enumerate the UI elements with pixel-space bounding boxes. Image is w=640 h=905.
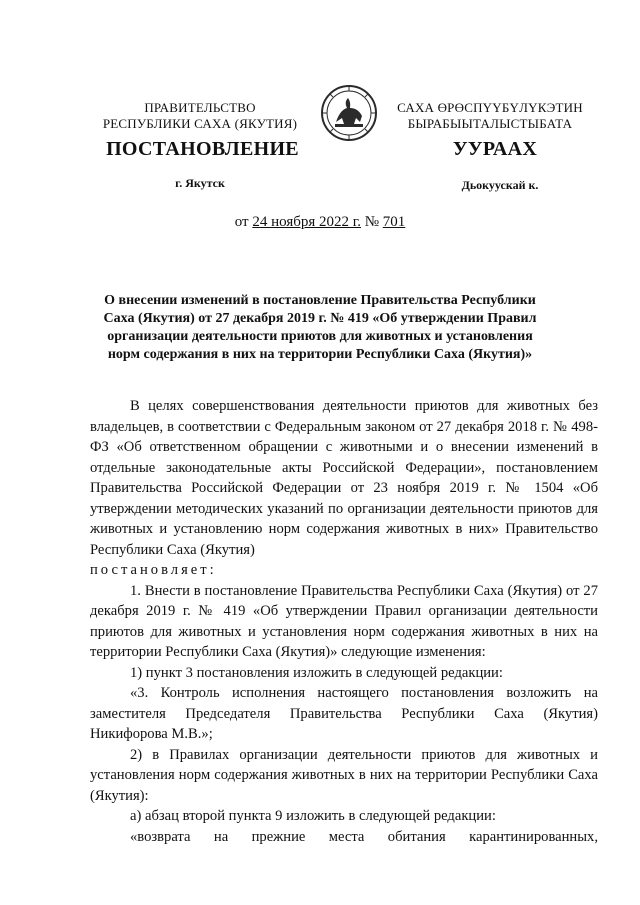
paragraph-subitem-1: 1) пункт 3 постановления изложить в следующей редакции: xyxy=(130,664,503,681)
paragraph-quote-return: «возврата на прежние места обитания карантинированных, xyxy=(130,828,598,845)
issuer-ru xyxy=(85,100,315,132)
doc-type-ru: ПОСТАНОВЛЕНИЕ xyxy=(106,138,299,160)
dateline xyxy=(120,214,520,231)
paragraph-decree-word: постановляет: xyxy=(90,562,217,578)
paragraph-preamble: В целях совершенствования деятельности приютов для животных без владельцев, в соответствии с Федеральным законом от 27 декабря 2018 г. № 498-ФЗ «Об ответственном обращении с животными и о внесении изменений в отдельные законодательные акты Российской Федерации», постановлением Правительства Российской Федерации от 23 ноября 2019 г. № 1504 «Об утверждении методических указаний по организации деятельности приютов для животных и установлению норм содержания животных в них» Правительство Республики Саха (Якутия) xyxy=(90,398,598,558)
coat-of-arms-icon xyxy=(320,84,378,142)
number-sign: № xyxy=(360,214,383,230)
paragraph-item-1: 1. Внести в постановление Правительства Республики Саха (Якутия) от 27 декабря 2019 г. № 419 «Об утверждении Правил организации деятельности приютов для животных и установления норм содержания животных в них на территории Республики Саха (Якутия)» следующие изменения: xyxy=(90,582,598,660)
decree-date: 24 ноября 2022 г. xyxy=(252,214,361,230)
issuer-sah-line1: САХА ӨРӨСПҮҮБҮЛҮКЭТИН xyxy=(397,100,583,115)
city-ru: г. Якутск xyxy=(175,176,225,190)
city-sah: Дьокуускай к. xyxy=(461,178,539,192)
issuer-sah xyxy=(380,100,600,132)
issuer-sah-line2: БЫРАБЫЫТАЛЫСТЫБАТА xyxy=(407,116,573,131)
paragraph-subitem-a: а) абзац второй пункта 9 изложить в следующей редакции: xyxy=(130,808,496,824)
paragraph-quote-3: «3. Контроль исполнения настоящего постановления возложить на заместителя Председателя Правительства Республики Саха (Якутия) Никифорова М.В.»; xyxy=(90,685,598,742)
paragraph-subitem-2: 2) в Правилах организации деятельности приютов для животных и установления норм содержания животных в них на территории Республики Саха (Якутия): xyxy=(90,746,598,804)
decree-body xyxy=(90,396,598,847)
decree-title: О внесении изменений в постановление Правительства Республики Саха (Якутия) от 27 декабря 2019 г. № 419 «Об утверждении Правил организации деятельности приютов для животных и установления норм содержания в них на территории Республики Саха (Якутия)» xyxy=(103,293,537,362)
dateline-prefix: от xyxy=(234,214,253,230)
decree-number: 701 xyxy=(382,214,406,230)
doc-type-sah: УУРААХ xyxy=(452,138,538,160)
issuer-ru-line2: РЕСПУБЛИКИ САХА (ЯКУТИЯ) xyxy=(102,116,298,131)
issuer-ru-line1: ПРАВИТЕЛЬСТВО xyxy=(144,100,256,115)
